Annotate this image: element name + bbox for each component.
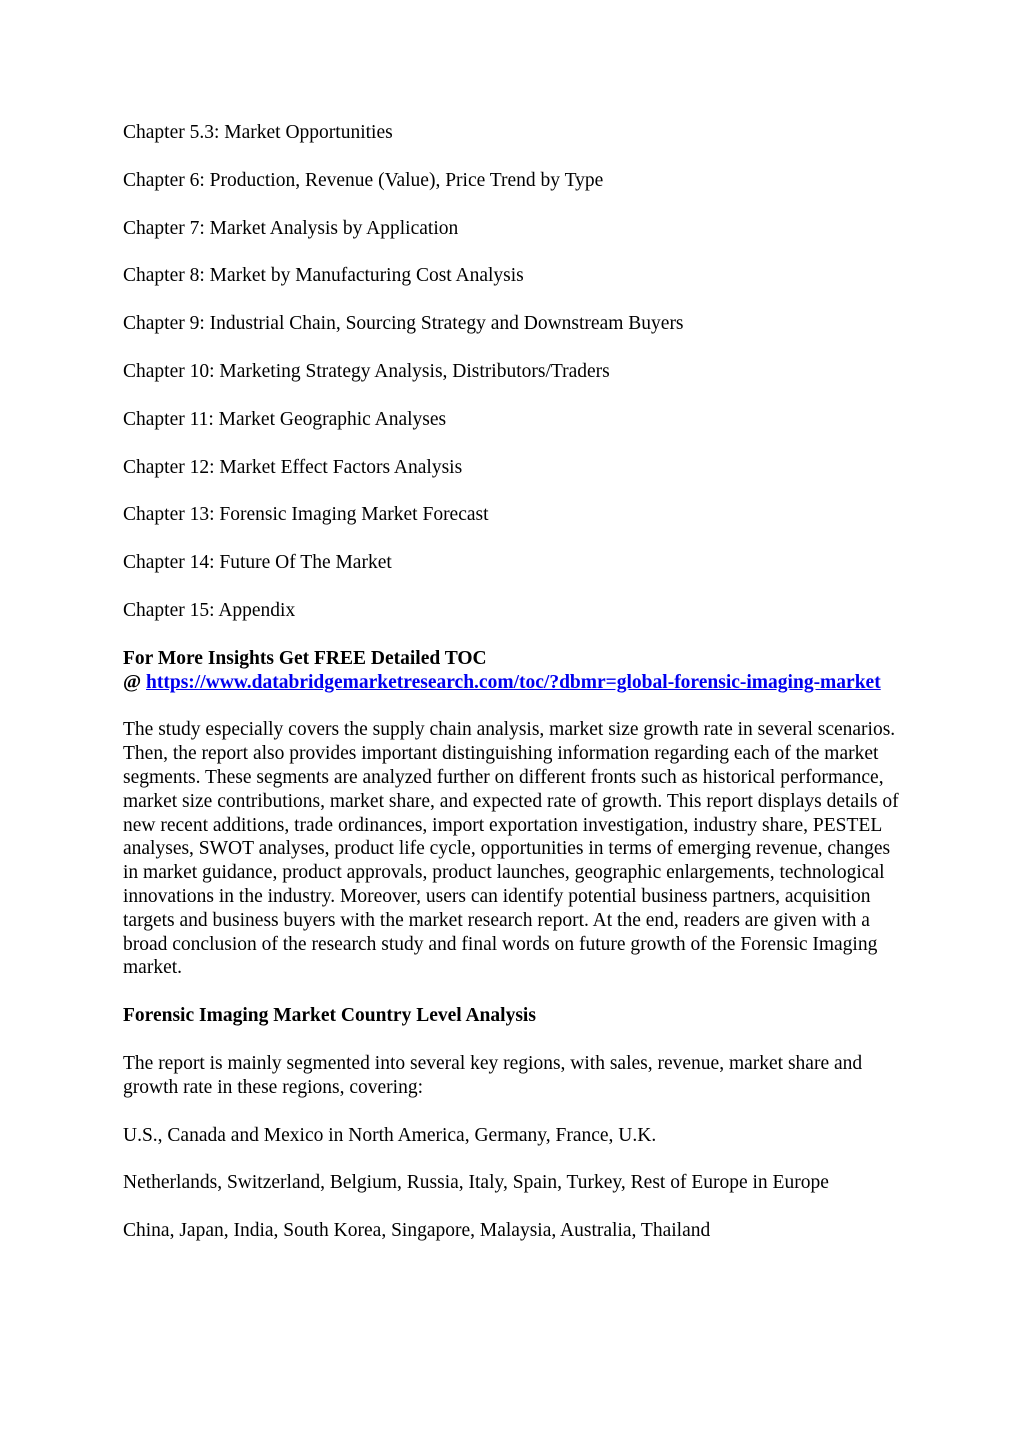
chapter-item: Chapter 14: Future Of The Market: [123, 552, 392, 574]
region-line: U.S., Canada and Mexico in North America, Germany, France, U.K.: [123, 1124, 657, 1146]
toc-title: For More Insights Get FREE Detailed TOC: [123, 647, 487, 669]
toc-callout: [123, 647, 903, 695]
chapter-item: Chapter 12: Market Effect Factors Analysis: [123, 456, 463, 478]
chapter-item: Chapter 10: Marketing Strategy Analysis, Distributors/Traders: [123, 360, 610, 382]
chapter-item: Chapter 5.3: Market Opportunities: [123, 122, 393, 143]
region-line: China, Japan, India, South Korea, Singapore, Malaysia, Australia, Thailand: [123, 1220, 711, 1242]
chapter-item: Chapter 6: Production, Revenue (Value), Price Trend by Type: [123, 169, 604, 191]
document-page: [123, 121, 903, 1267]
regions-intro: The report is mainly segmented into several key regions, with sales, revenue, market share and growth rate in these regions, covering:: [123, 1052, 863, 1098]
chapter-item: Chapter 9: Industrial Chain, Sourcing Strategy and Downstream Buyers: [123, 313, 684, 335]
toc-at-sign: @: [123, 671, 142, 693]
chapter-item: Chapter 11: Market Geographic Analyses: [123, 408, 447, 430]
chapter-item: Chapter 13: Forensic Imaging Market Forecast: [123, 504, 489, 526]
study-paragraph: The study especially covers the supply chain analysis, market size growth rate in several scenarios. Then, the report also provides important distinguishing information regarding each of the market segments. These segments are analyzed further on different fronts such as historical performance, market size contributions, market share, and expected rate of growth. This report displays details of new recent additions, trade ordinances, import exportation investigation, industry share, PESTEL analyses, SWOT analyses, product life cycle, opportunities in terms of emerging revenue, changes in market guidance, product approvals, product launches, geographic enlargements, technological innovations in the industry. Moreover, users can identify potential business partners, acquisition targets and business buyers with the market research report. At the end, readers are given with a broad conclusion of the research study and final words on future growth of the Forensic Imaging market.: [123, 719, 899, 979]
country-analysis-heading: Forensic Imaging Market Country Level Analysis: [123, 1005, 536, 1027]
chapter-list: [123, 121, 903, 623]
chapter-item: Chapter 7: Market Analysis by Application: [123, 217, 459, 239]
region-line: Netherlands, Switzerland, Belgium, Russia, Italy, Spain, Turkey, Rest of Europe in Europe: [123, 1172, 829, 1194]
chapter-item: Chapter 8: Market by Manufacturing Cost Analysis: [123, 265, 524, 287]
toc-link-line: [123, 671, 903, 695]
toc-link[interactable]: https://www.databridgemarketresearch.com/toc/?dbmr=global-forensic-imaging-market: [146, 671, 881, 693]
chapter-item: Chapter 15: Appendix: [123, 599, 296, 621]
